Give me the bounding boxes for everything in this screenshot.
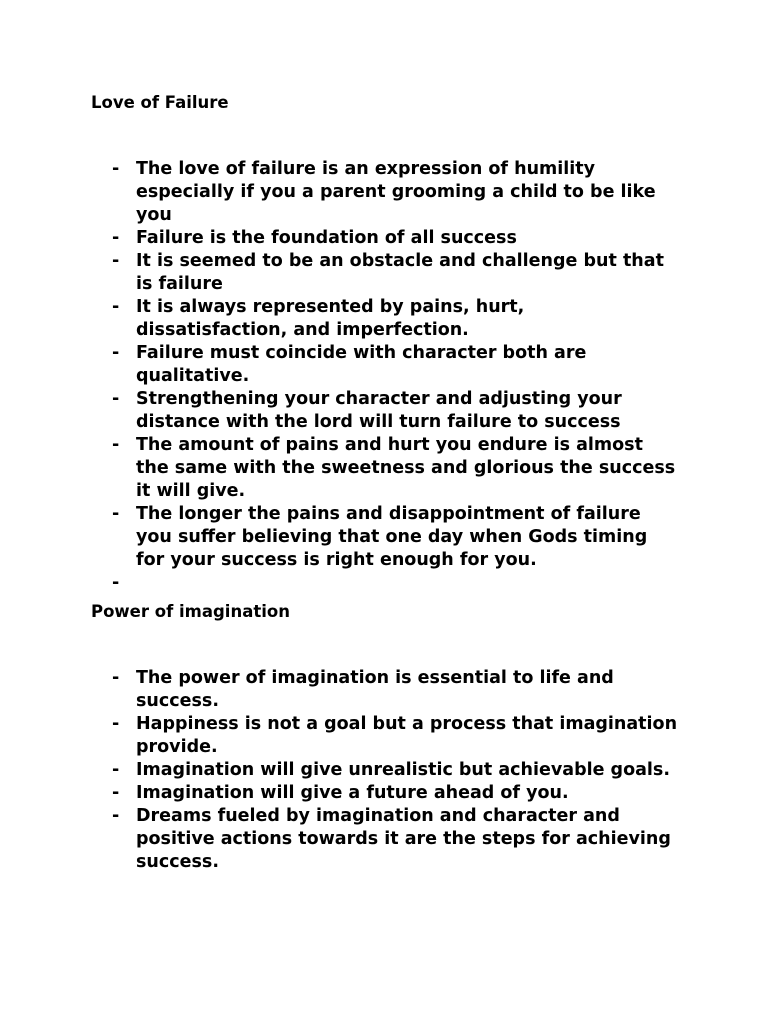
bullet-dash: - bbox=[112, 228, 120, 248]
list-item bbox=[0, 250, 681, 296]
bullet-dash: - bbox=[112, 806, 120, 826]
list-item-text: Imagination will give unrealistic but achievable goals. bbox=[136, 760, 670, 780]
list-item bbox=[0, 782, 681, 805]
bullet-dash: - bbox=[112, 573, 120, 593]
list-item-text: The longer the pains and disappointment of failure you suffer believing that one day when Gods timing for your success is right enough for you. bbox=[136, 504, 648, 570]
bullet-dash: - bbox=[112, 159, 120, 179]
bullet-dash: - bbox=[112, 760, 120, 780]
list-item-text: Happiness is not a goal but a process that imagination provide. bbox=[136, 714, 678, 757]
list-item bbox=[0, 158, 681, 227]
list-item bbox=[0, 296, 681, 342]
list-item-text: It is seemed to be an obstacle and challenge but that is failure bbox=[136, 251, 664, 294]
list-item-text: Strengthening your character and adjusting your distance with the lord will turn failure to success bbox=[136, 389, 622, 432]
list-item-text: The amount of pains and hurt you endure is almost the same with the sweetness and glorious the success it will give. bbox=[136, 435, 676, 501]
bullet-dash: - bbox=[112, 343, 120, 363]
list-item bbox=[0, 759, 681, 782]
bullet-dash: - bbox=[112, 251, 120, 271]
list-item bbox=[0, 805, 681, 874]
bullet-dash: - bbox=[112, 504, 120, 524]
list-item bbox=[0, 572, 681, 595]
bullet-dash: - bbox=[112, 668, 120, 688]
list-item bbox=[0, 388, 681, 434]
bullet-dash: - bbox=[112, 297, 120, 317]
section-heading: Love of Failure bbox=[91, 93, 229, 112]
list-item-text: The love of failure is an expression of humility especially if you a parent grooming a child to be like you bbox=[136, 159, 656, 225]
list-item bbox=[0, 667, 681, 713]
section-heading: Power of imagination bbox=[91, 602, 290, 621]
bullet-list bbox=[0, 667, 768, 874]
bullet-list bbox=[0, 158, 768, 595]
list-item bbox=[0, 342, 681, 388]
bullet-dash: - bbox=[112, 783, 120, 803]
list-item bbox=[0, 713, 681, 759]
list-item-text: Dreams fueled by imagination and character and positive actions towards it are the steps for achieving success. bbox=[136, 806, 671, 872]
bullet-dash: - bbox=[112, 389, 120, 409]
list-item-text: Failure must coincide with character both are qualitative. bbox=[136, 343, 587, 386]
bullet-dash: - bbox=[112, 714, 120, 734]
list-item-text: It is always represented by pains, hurt, dissatisfaction, and imperfection. bbox=[136, 297, 525, 340]
list-item bbox=[0, 227, 681, 250]
list-item-text: Failure is the foundation of all success bbox=[136, 228, 517, 248]
list-item-text: The power of imagination is essential to life and success. bbox=[136, 668, 614, 711]
bullet-dash: - bbox=[112, 435, 120, 455]
list-item-text: Imagination will give a future ahead of you. bbox=[136, 783, 569, 803]
list-item bbox=[0, 503, 681, 572]
list-item bbox=[0, 434, 681, 503]
